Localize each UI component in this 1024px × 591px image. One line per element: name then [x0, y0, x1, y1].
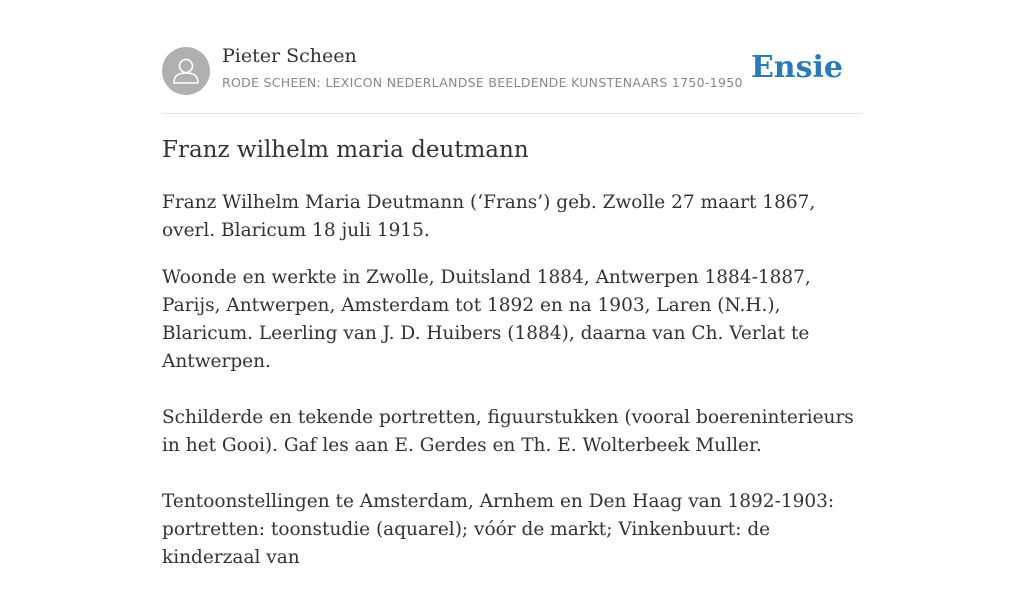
source-title[interactable]: RODE SCHEEN: LEXICON NEDERLANDSE BEELDENDE KUNSTENAARS 1750-1950 — [222, 75, 743, 90]
paragraph: Franz Wilhelm Maria Deutmann (‘Frans’) geb. Zwolle 27 maart 1867, overl. Blaricum 18 juli 1915. — [162, 192, 816, 241]
paragraph: Woonde en werkte in Zwolle, Duitsland 1884, Antwerpen 1884-1887, Parijs, Antwerpen, Amsterdam tot 1892 en na 1903, Laren (N.H.), Blaricum. Leerling van J. D. Huibers (1884), daarna van Ch. Verlat te Antwerpen. — [162, 267, 811, 372]
paragraph: Tentoonstellingen te Amsterdam, Arnhem en Den Haag van 1892-1903: portretten: toonstudie (aquarel); vóór de markt; Vinkenbuurt: de kinderzaal van — [162, 491, 835, 568]
ensie-logo[interactable]: Ensie — [750, 50, 843, 85]
article-body — [162, 189, 872, 591]
page-container — [162, 0, 862, 568]
author-avatar[interactable] — [162, 47, 210, 95]
user-silhouette-icon — [162, 47, 210, 95]
paragraph: Schilderde en tekende portretten, figuurstukken (vooral boereninterieurs in het Gooi). Gaf les aan E. Gerdes en Th. E. Wolterbeek Muller. — [162, 407, 854, 456]
article-title: Franz wilhelm maria deutmann — [162, 137, 529, 163]
author-name[interactable]: Pieter Scheen — [222, 45, 357, 67]
article-header — [162, 0, 862, 114]
